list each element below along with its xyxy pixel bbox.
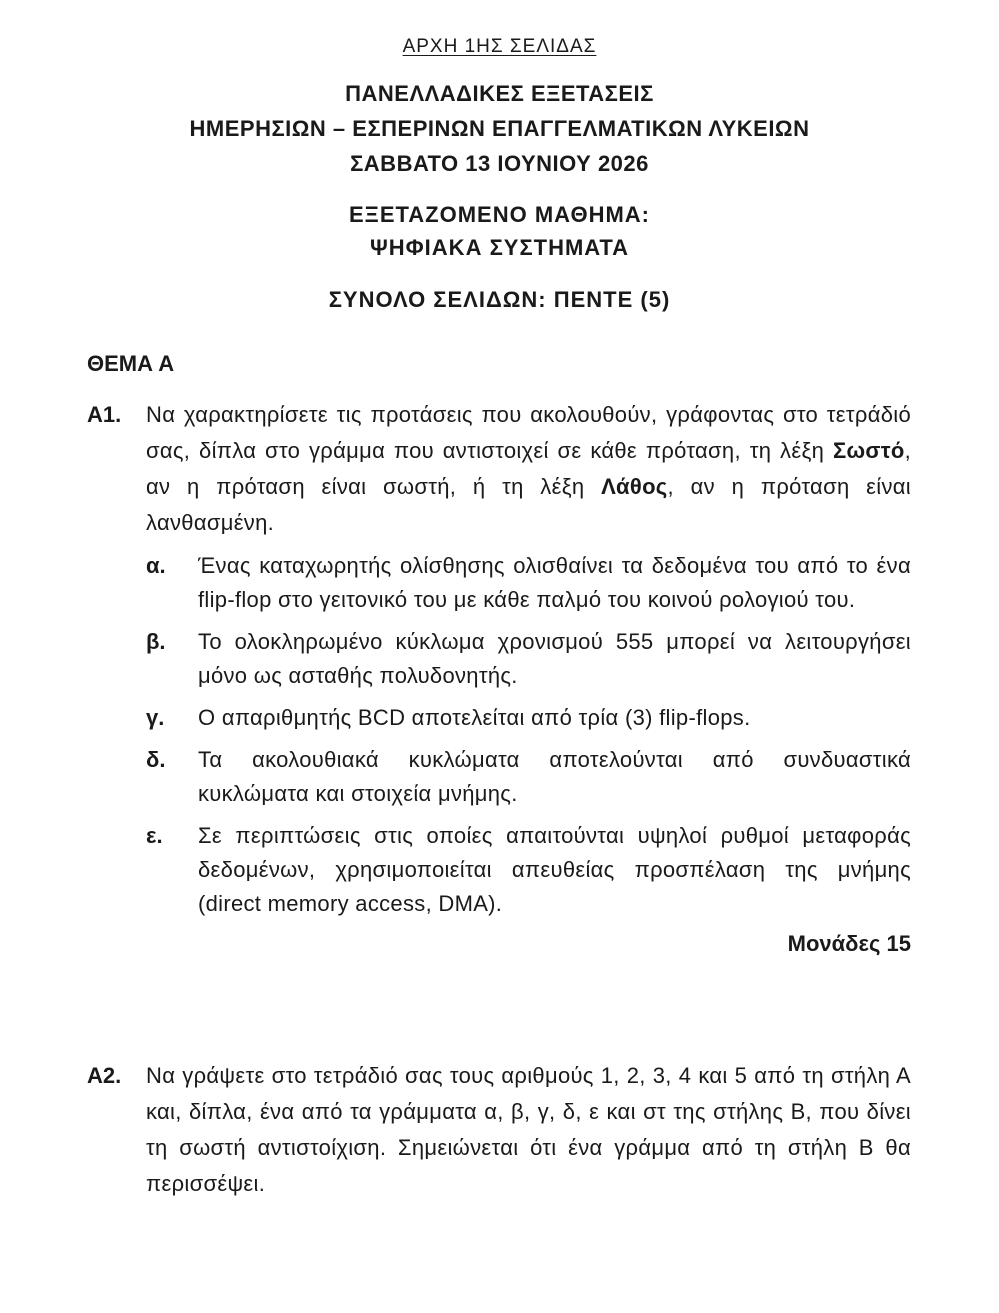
list-item [146, 701, 911, 735]
item-text: Ένας καταχωρητής ολίσθησης ολισθαίνει τα δεδομένα του από το ένα flip-flop στο γειτονικό του με κάθε παλμό του κοινού ρολογιού του. [198, 553, 911, 612]
question-a2 [87, 1058, 911, 1202]
item-text: Ο απαριθμητής BCD αποτελείται από τρία (3) flip-flops. [198, 705, 751, 730]
item-letter: β. [146, 629, 166, 654]
item-text: Το ολοκληρωμένο κύκλωμα χρονισμού 555 μπορεί να λειτουργήσει μόνο ως ασταθής πολυδονητής. [198, 629, 911, 688]
exam-date: ΣΑΒΒΑΤΟ 13 ΙΟΥΝΙΟΥ 2026 [350, 151, 649, 176]
theme-title: ΘΕΜΑ Α [87, 351, 175, 376]
item-letter: α. [146, 553, 166, 578]
list-item [146, 549, 911, 617]
total-pages: ΣΥΝΟΛΟ ΣΕΛΙΔΩΝ: ΠΕΝΤΕ (5) [328, 287, 671, 312]
exam-title: ΠΑΝΕΛΛΑΔΙΚΕΣ ΕΞΕΤΑΣΕΙΣ [345, 81, 654, 106]
item-letter: γ. [146, 705, 165, 730]
question-a2-text: Να γράψετε στο τετράδιό σας τους αριθμούς 1, 2, 3, 4 και 5 από τη στήλη Α και, δίπλα, ένα από τα γράμματα α, β, γ, δ, ε και στ της στήλης Β, που δίνει τη σωστή αντιστοίχιση. Σημειώνεται ότι ένα γράμμα από τη στήλη Β θα περισσέψει. [146, 1063, 911, 1196]
exam-subject [0, 198, 999, 264]
list-item [146, 625, 911, 693]
item-letter: δ. [146, 747, 166, 772]
list-item [146, 819, 911, 921]
item-letter: ε. [146, 823, 163, 848]
question-a1-intro-part2: , αν η πρόταση είναι σωστή, ή τη λέξη [146, 438, 911, 499]
question-a1-units: Μονάδες 15 [787, 931, 911, 956]
subject-label: ΕΞΕΤΑΖΟΜΕΝΟ ΜΑΘΗΜΑ: [348, 202, 651, 227]
item-text: Τα ακολουθιακά κυκλώματα αποτελούνται από συνδυαστικά κυκλώματα και στοιχεία μνήμης. [198, 747, 911, 806]
question-a1-intro-part1: Να χαρακτηρίσετε τις προτάσεις που ακολουθούν, γράφοντας στο τετράδιό σας, δίπλα στο γράμμα που αντιστοιχεί σε κάθε πρόταση, τη λέξη [146, 402, 911, 463]
word-wrong: Λάθος [601, 474, 668, 499]
list-item [146, 743, 911, 811]
question-a1-intro-part3: , αν η πρόταση είναι λανθασμένη. [146, 474, 911, 535]
item-text: Σε περιπτώσεις στις οποίες απαιτούνται υψηλοί ρυθμοί μεταφοράς δεδομένων, χρησιμοποιείται απευθείας προσπέλαση της μνήμης (direct memory access, DMA). [198, 823, 911, 916]
word-correct: Σωστό [832, 438, 905, 463]
question-a1 [87, 397, 911, 961]
question-a1-intro [146, 397, 911, 541]
exam-header [0, 76, 999, 181]
question-a1-items [146, 549, 911, 921]
exam-school-type: ΗΜΕΡΗΣΙΩΝ – ΕΣΠΕΡΙΝΩΝ ΕΠΑΓΓΕΛΜΑΤΙΚΩΝ ΛΥΚΕΙΩΝ [189, 116, 810, 141]
question-a2-label: Α2. [87, 1063, 122, 1088]
question-a1-label: Α1. [87, 402, 122, 427]
subject-name: ΨΗΦΙΑΚΑ ΣΥΣΤΗΜΑΤΑ [369, 235, 630, 260]
page-start-marker: ΑΡΧΗ 1ΗΣ ΣΕΛΙΔΑΣ [402, 36, 597, 57]
